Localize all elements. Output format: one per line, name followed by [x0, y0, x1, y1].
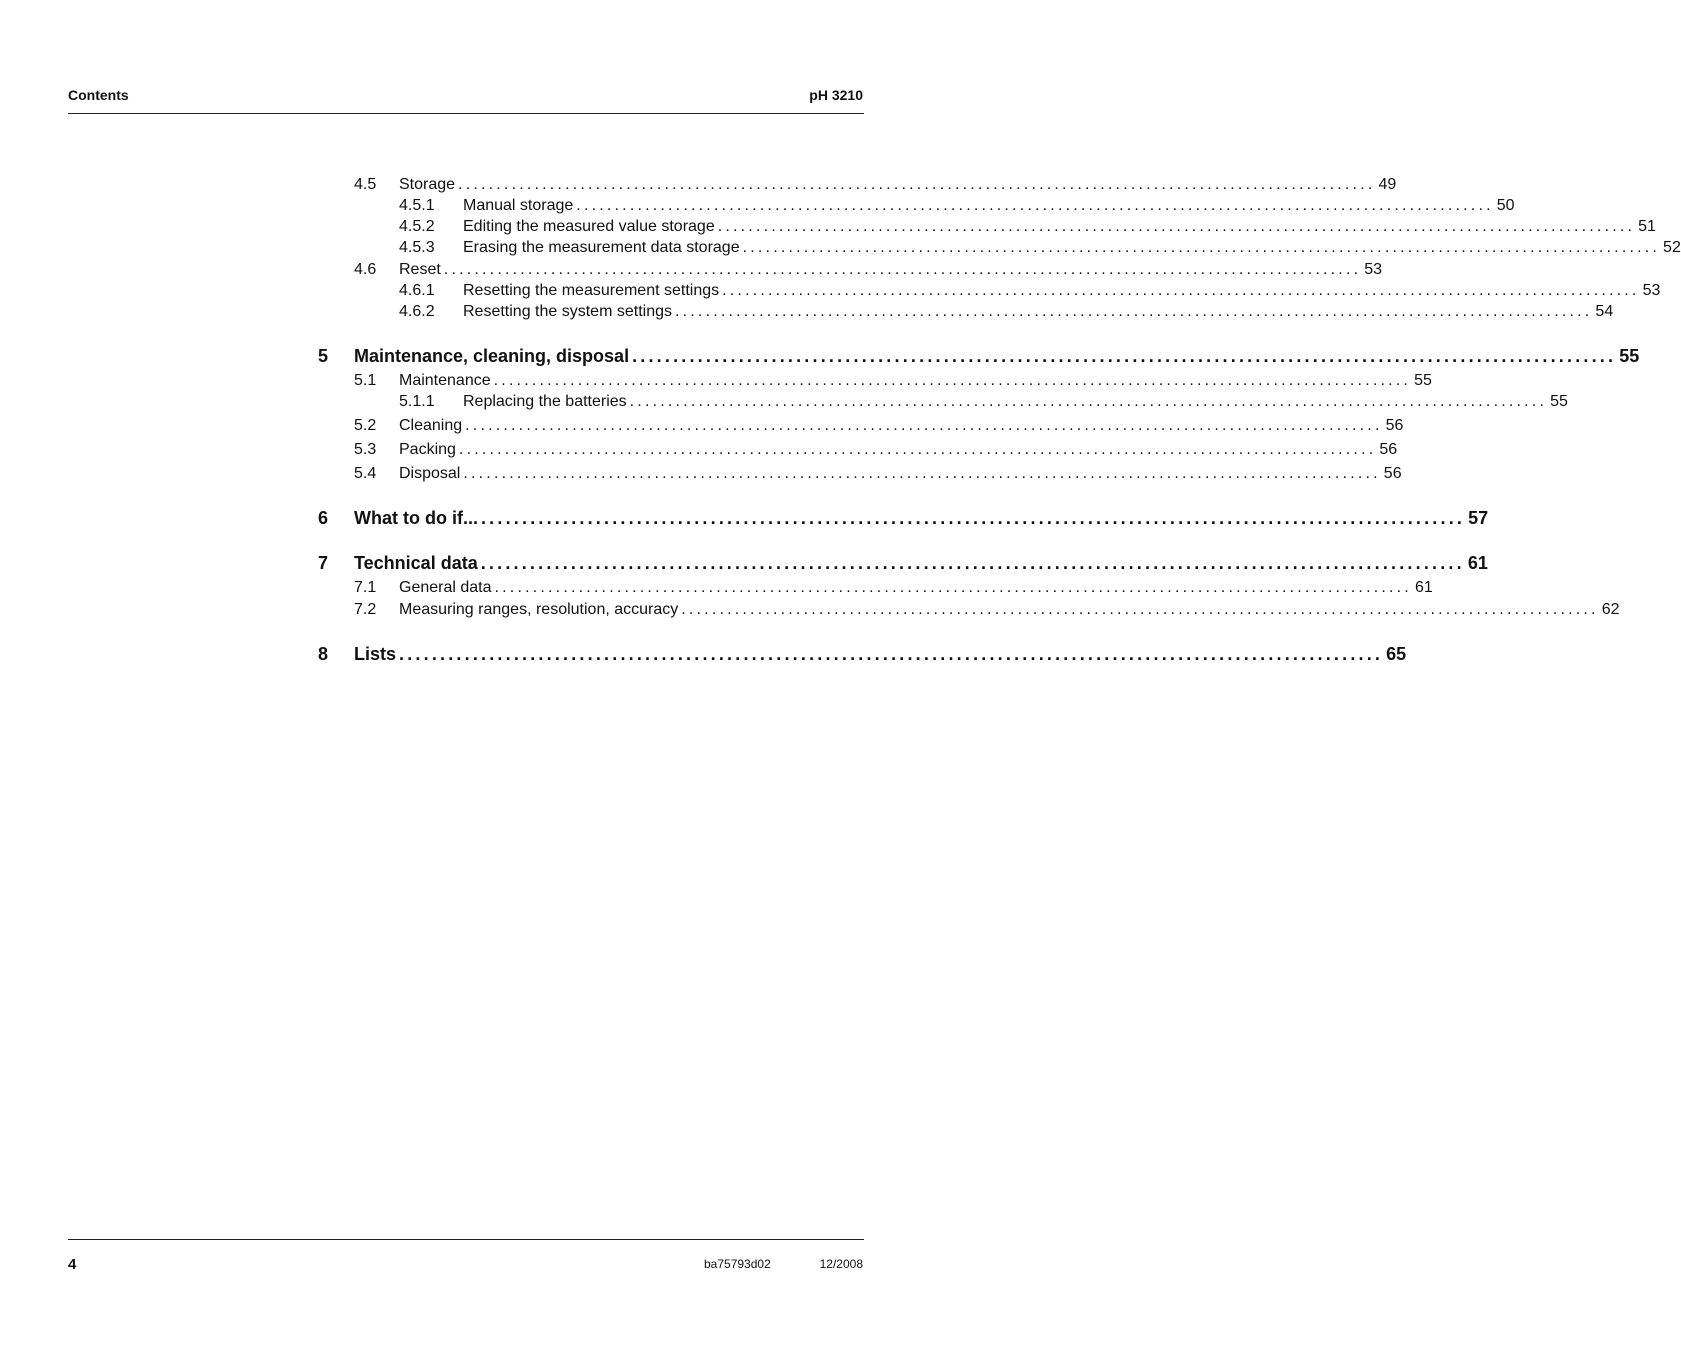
toc-dot-leader: ........................................................................................................................ — [465, 417, 1383, 434]
toc-dot-leader: ........................................................................................................................ — [399, 644, 1384, 664]
toc-entry-line — [399, 261, 1383, 279]
toc-entry-line — [463, 393, 1568, 411]
toc-entry-page: 53 — [1642, 282, 1661, 299]
toc-entry[interactable] — [300, 465, 1402, 487]
toc-entry[interactable] — [300, 508, 1489, 530]
toc-dot-leader: ........................................................................................................................ — [717, 218, 1636, 235]
toc-entry-line — [463, 303, 1614, 321]
toc-entry-page: 61 — [1414, 579, 1433, 596]
toc-entry-line — [399, 417, 1404, 435]
toc-entry-line — [354, 644, 1407, 665]
toc-entry-page: 54 — [1595, 303, 1614, 320]
toc-entry-page: 52 — [1663, 239, 1681, 256]
toc-entry-number: 5.2 — [354, 417, 377, 434]
toc-dot-leader: ........................................................................................................................ — [494, 579, 1412, 596]
toc-entry-page: 62 — [1601, 601, 1620, 618]
toc-entry-number: 4.5 — [354, 176, 377, 193]
toc-entry-page: 55 — [1414, 372, 1432, 389]
toc-entry-number: 5.1 — [354, 372, 377, 389]
toc-dot-leader: ........................................................................................................................ — [629, 393, 1548, 410]
toc-entry-line — [399, 441, 1398, 459]
toc-entry[interactable] — [300, 197, 1515, 219]
toc-entry[interactable] — [300, 441, 1398, 463]
toc-entry-number: 6 — [318, 508, 329, 528]
toc-entry[interactable] — [300, 346, 1640, 368]
toc-entry-page: 61 — [1467, 553, 1488, 573]
toc-entry[interactable] — [300, 372, 1432, 394]
toc-entry-page: 56 — [1383, 465, 1402, 482]
toc-entry-page: 51 — [1638, 218, 1656, 235]
toc-entry-title: Measuring ranges, resolution, accuracy — [399, 601, 679, 618]
toc-entry-number: 4.5.2 — [399, 218, 435, 235]
toc-entry[interactable] — [300, 218, 1656, 240]
toc-entry-title: Cleaning — [399, 417, 463, 434]
toc-entry-title: What to do if... — [354, 508, 478, 528]
toc-entry-line — [399, 465, 1402, 483]
toc-entry-page: 56 — [1385, 417, 1404, 434]
toc-entry-line — [463, 218, 1656, 236]
toc-dot-leader: ........................................................................................................................ — [576, 197, 1494, 214]
toc-entry-title: Maintenance, cleaning, disposal — [354, 346, 630, 366]
toc-entry-title: Resetting the measurement settings — [463, 282, 720, 299]
toc-dot-leader: ........................................................................................................................ — [493, 372, 1412, 389]
toc-entry-page: 56 — [1379, 441, 1398, 458]
toc-entry-number: 5 — [318, 346, 329, 366]
toc-entry-title: Replacing the batteries — [463, 393, 627, 410]
header-rule — [68, 113, 864, 114]
toc-entry-line — [399, 579, 1433, 597]
toc-dot-leader: ........................................................................................................................ — [632, 346, 1617, 366]
toc-dot-leader: ........................................................................................................................ — [458, 176, 1376, 193]
toc-entry-line — [463, 239, 1681, 257]
toc-entry-number: 7.2 — [354, 601, 377, 618]
toc-entry-line — [354, 553, 1488, 574]
toc-entry-number: 5.4 — [354, 465, 377, 482]
toc-entry-number: 4.5.1 — [399, 197, 435, 214]
toc-entry-title: Maintenance — [399, 372, 491, 389]
running-header-product: pH 3210 — [809, 87, 863, 103]
toc-entry[interactable] — [300, 239, 1681, 261]
toc-entry-title: Disposal — [399, 465, 461, 482]
toc-entry[interactable] — [300, 644, 1407, 666]
toc-entry-page: 55 — [1550, 393, 1568, 410]
toc-entry[interactable] — [300, 601, 1620, 623]
toc-entry[interactable] — [300, 393, 1568, 415]
toc-entry-page: 49 — [1378, 176, 1397, 193]
toc-entry-number: 5.1.1 — [399, 393, 435, 410]
toc-dot-leader: ........................................................................................................................ — [674, 303, 1593, 320]
toc-entry-line — [399, 601, 1620, 619]
toc-entry[interactable] — [300, 261, 1383, 283]
toc-entry-line — [399, 176, 1397, 194]
toc-entry-title: Erasing the measurement data storage — [463, 239, 740, 256]
toc-entry-title: General data — [399, 579, 492, 596]
toc-dot-leader: ........................................................................................................................ — [742, 239, 1661, 256]
toc-entry[interactable] — [300, 553, 1488, 575]
toc-entry-title: Resetting the system settings — [463, 303, 672, 320]
toc-entry-line — [354, 346, 1640, 367]
toc-entry-title: Reset — [399, 261, 441, 278]
toc-dot-leader: ........................................................................................................................ — [463, 465, 1381, 482]
toc-entry[interactable] — [300, 303, 1614, 325]
toc-entry-line — [463, 197, 1515, 215]
toc-entry-page: 55 — [1619, 346, 1640, 366]
toc-entry-line — [354, 508, 1489, 529]
toc-entry-number: 8 — [318, 644, 329, 664]
toc-entry-line — [463, 282, 1661, 300]
document-id: ba75793d02 — [704, 1257, 771, 1271]
toc-entry[interactable] — [300, 417, 1404, 439]
toc-dot-leader: ........................................................................................................................ — [722, 282, 1640, 299]
toc-entry-title: Lists — [354, 644, 397, 664]
toc-dot-leader: ........................................................................................................................ — [681, 601, 1599, 618]
toc-dot-leader: ........................................................................................................................ — [480, 508, 1466, 528]
footer-rule — [68, 1239, 864, 1240]
toc-dot-leader: ........................................................................................................................ — [480, 553, 1465, 573]
toc-entry-title: Technical data — [354, 553, 478, 573]
toc-entry-number: 4.6 — [354, 261, 377, 278]
toc-entry-title: Storage — [399, 176, 456, 193]
page-number: 4 — [68, 1256, 77, 1273]
toc-entry-number: 5.3 — [354, 441, 377, 458]
toc-entry-number: 4.6.1 — [399, 282, 435, 299]
toc-entry-title: Editing the measured value storage — [463, 218, 715, 235]
document-date: 12/2008 — [819, 1257, 863, 1271]
toc-entry-number: 4.6.2 — [399, 303, 435, 320]
toc-entry-line — [399, 372, 1432, 390]
toc-entry[interactable] — [300, 176, 1397, 198]
toc-entry-page: 50 — [1496, 197, 1515, 214]
toc-entry-title: Manual storage — [463, 197, 574, 214]
toc-entry-page: 53 — [1364, 261, 1383, 278]
toc-entry-page: 65 — [1386, 644, 1407, 664]
toc-entry-page: 57 — [1468, 508, 1489, 528]
running-header-section: Contents — [68, 87, 129, 103]
toc-entry-number: 7 — [318, 553, 329, 573]
toc-dot-leader: ........................................................................................................................ — [458, 441, 1377, 458]
toc-entry-number: 4.5.3 — [399, 239, 435, 256]
toc-entry-title: Packing — [399, 441, 456, 458]
toc-entry[interactable] — [300, 579, 1433, 601]
toc-entry-number: 7.1 — [354, 579, 377, 596]
toc-entry[interactable] — [300, 282, 1661, 304]
toc-dot-leader: ........................................................................................................................ — [443, 261, 1362, 278]
